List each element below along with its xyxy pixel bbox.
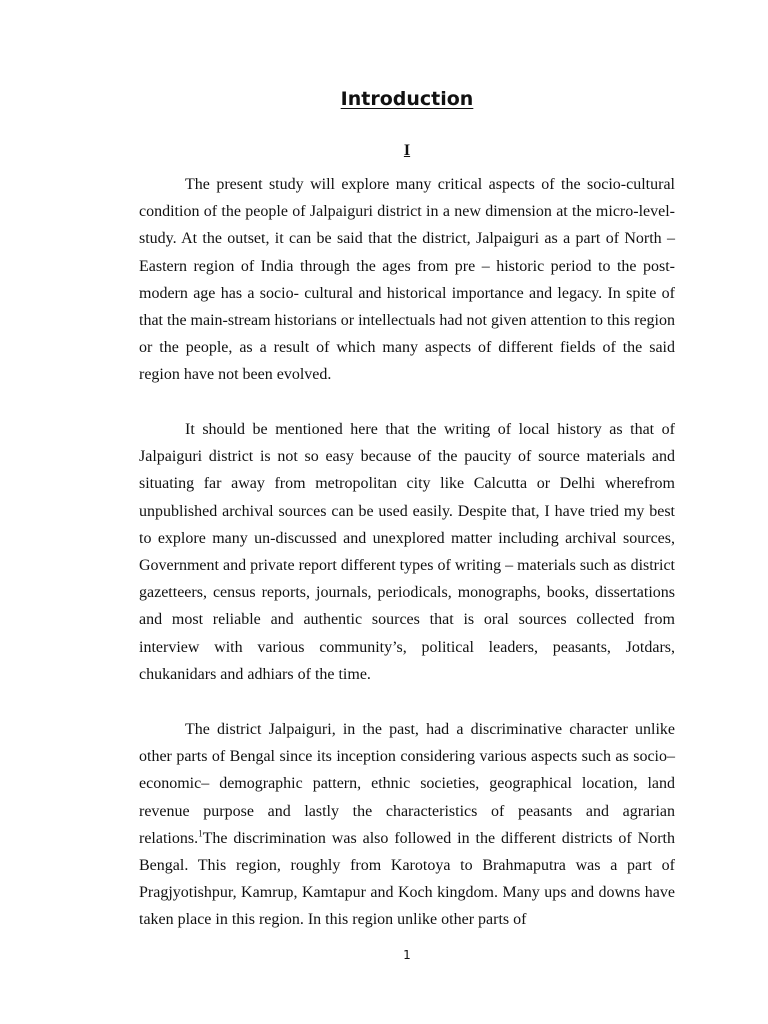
paragraph-1: The present study will explore many critical aspects of the socio-cultural condition of the people of Jalpaiguri district in a new dimension at the micro-level-study. At the outset, it can be said that the district, Jalpaiguri as a part of North – Eastern region of India through the ages from pre – historic period to the post- modern age has a socio- cultural and historical importance and legacy. In spite of that the main-stream historians or intellectuals had not given attention to this region or the people, as a result of which many aspects of different fields of the said region have not been evolved. — [139, 176, 675, 384]
page-number: 1 — [403, 948, 411, 962]
paragraph-3-text-before-footnote: The district Jalpaiguri, in the past, had a discriminative character unlike other parts of Bengal since its inception considering various aspects such as socio–economic– demographic pattern, ethnic societies, geographical location, land revenue purpose and lastly the characteristics of peasants and agrarian relations. — [139, 721, 675, 847]
footnote-marker[interactable]: 1 — [198, 828, 203, 839]
page-title: Introduction — [340, 88, 474, 110]
paragraph-3-text-after-footnote: The discrimination was also followed in the different districts of North Bengal. This region, roughly from Karotoya to Brahmaputra was a part of Pragjyotishpur, Kamrup, Kamtapur and Koch kingdom. Many ups and downs have taken place in this region. In this region unlike other parts of — [139, 829, 675, 929]
section-numeral: I — [403, 142, 411, 159]
paragraph-2: It should be mentioned here that the writing of local history as that of Jalpaiguri district is not so easy because of the paucity of source materials and situating far away from metropolitan city like Calcutta or Delhi wherefrom unpublished archival sources can be used easily. Despite that, I have tried my best to explore many un-discussed and unexplored matter including archival sources, Government and private report different types of writing – materials such as district gazetteers, census reports, journals, periodicals, monographs, books, dissertations and most reliable and authentic sources that is oral sources collected from interview with various community’s, political leaders, peasants, Jotdars, chukanidars and adhiars of the time. — [139, 421, 675, 683]
paragraph-3 — [139, 716, 675, 934]
